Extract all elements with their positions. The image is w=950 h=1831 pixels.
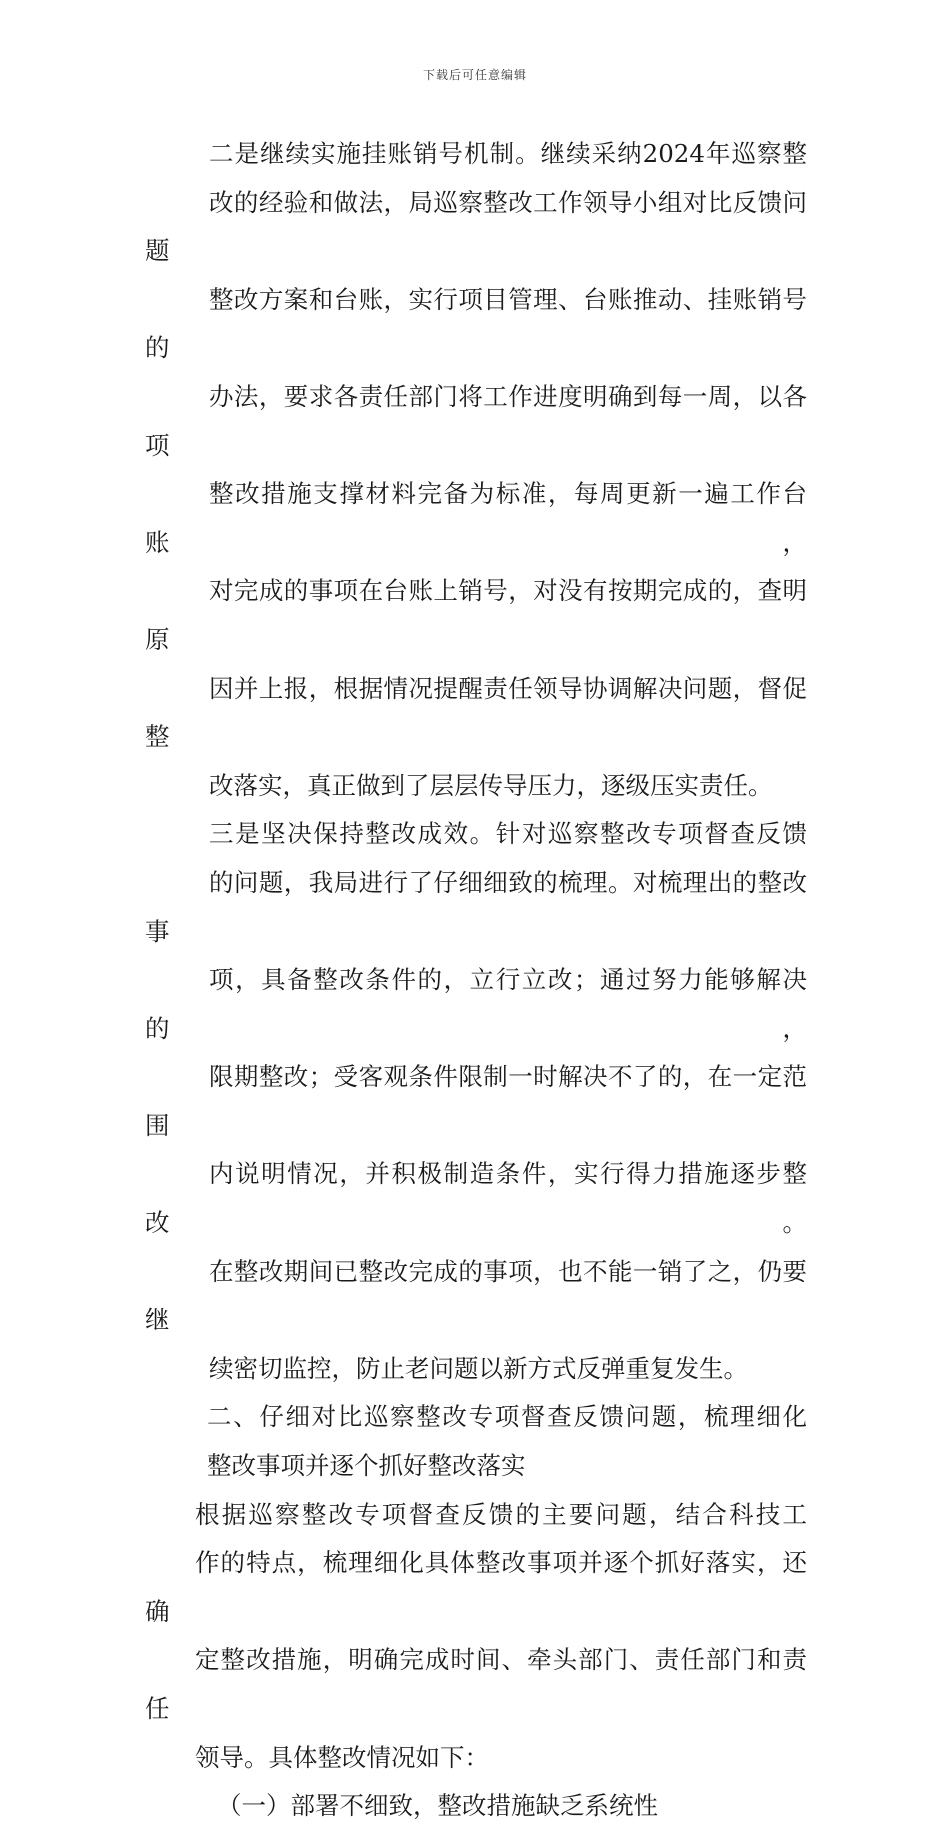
text-line: （一）部署不细致，整改措施缺乏系统性: [217, 1791, 658, 1821]
text-line: 整改方案和台账，实行项目管理、台账推动、挂账销号的: [145, 284, 807, 363]
text-line: 在整改期间已整改完成的事项，也不能一销了之，仍要继: [145, 1256, 807, 1335]
text-line: 续密切监控，防止老问题以新方式反弹重复发生。: [209, 1353, 748, 1383]
text-line: 项，具备整改条件的，立行立改；通过努力能够解决的，: [145, 965, 807, 1043]
text-line: 作的特点，梳理细化具体整改事项并逐个抓好落实，还确: [145, 1548, 807, 1626]
text-line: 整改事项并逐个抓好整改落实: [207, 1451, 526, 1481]
text-line: 改落实，真正做到了层层传导压力，逐级压实责任。: [209, 770, 773, 800]
text-line: 三是坚决保持整改成效。针对巡察整改专项督查反馈: [209, 819, 807, 849]
paragraph-2: [145, 810, 807, 1393]
text-line: 的问题，我局进行了仔细细致的梳理。对梳理出的整改事: [145, 867, 807, 946]
text-line: 根据巡察整改专项督查反馈的主要问题，结合科技工: [195, 1499, 807, 1529]
text-line: 整改措施支撑材料完备为标准，每周更新一遍工作台账，: [145, 479, 807, 557]
text-line: 办法，要求各责任部门将工作进度明确到每一周，以各项: [145, 381, 807, 460]
paragraph-3: [145, 1491, 807, 1783]
subsection-heading-1: [145, 1782, 807, 1831]
text-line: 内说明情况，并积极制造条件，实行得力措施逐步整改。: [145, 1159, 807, 1238]
document-body: [145, 130, 807, 1831]
text-line: 定整改措施，明确完成时间、牵头部门、责任部门和责任: [145, 1645, 807, 1723]
text-line: 对完成的事项在台账上销号，对没有按期完成的，查明原: [145, 576, 807, 654]
text-line: 二、仔细对比巡察整改专项督查反馈问题，梳理细化: [207, 1402, 807, 1432]
text-line: 二是继续实施挂账销号机制。继续采纳2024年巡察整: [209, 139, 807, 168]
paragraph-1: [145, 130, 807, 810]
text-line: 改的经验和做法，局巡察整改工作领导小组对比反馈问题: [145, 187, 807, 266]
text-line: 领导。具体整改情况如下：: [195, 1742, 489, 1772]
page-header-note: 下载后可任意编辑: [422, 68, 527, 82]
section-heading-2: [145, 1393, 807, 1490]
text-line: 限期整改；受客观条件限制一时解决不了的，在一定范围: [145, 1062, 807, 1140]
text-line: 因并上报，根据情况提醒责任领导协调解决问题，督促整: [145, 673, 807, 752]
